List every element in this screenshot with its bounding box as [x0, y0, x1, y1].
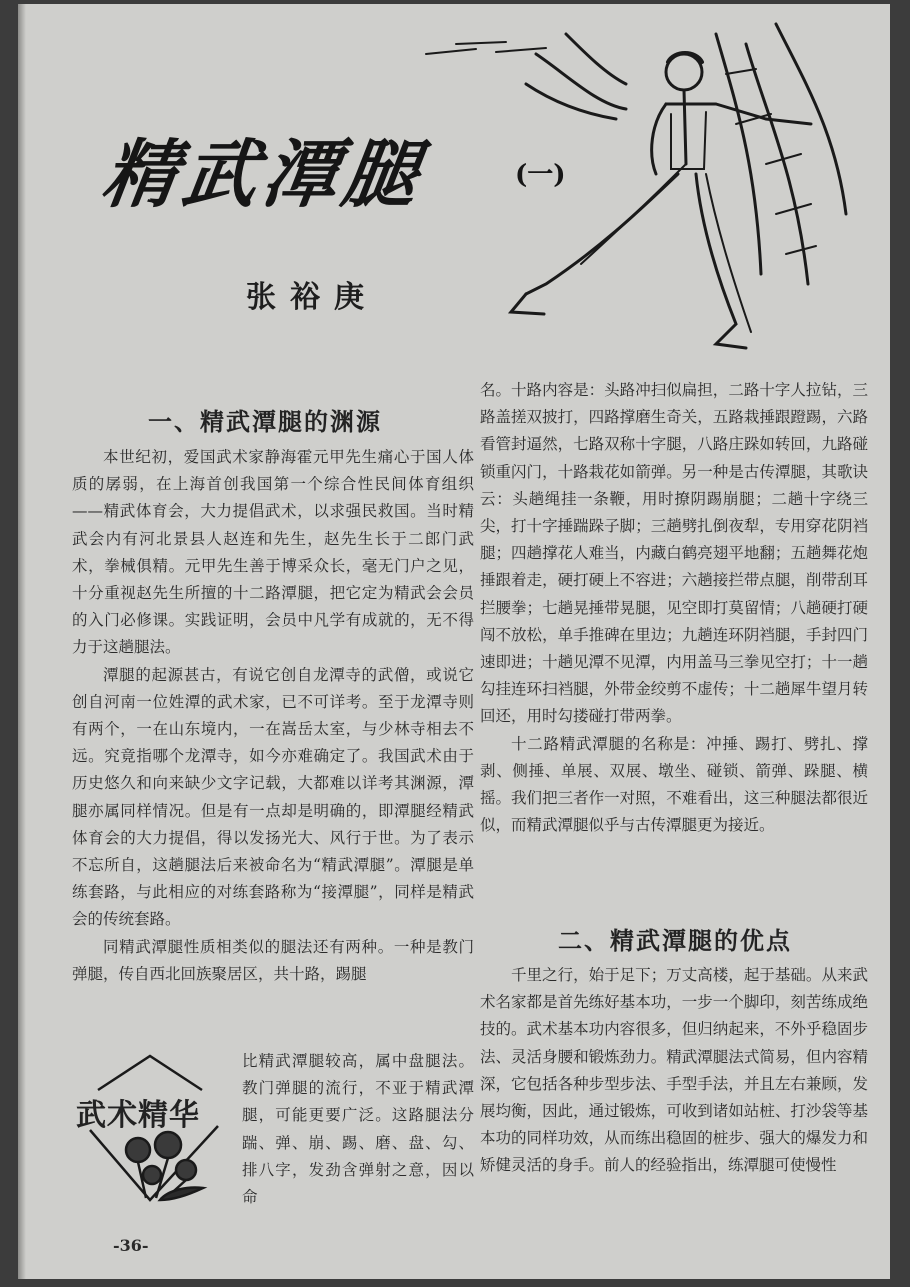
section-heading-origin: 一、精武潭腿的渊源 — [148, 407, 382, 436]
paragraph: 十二路精武潭腿的名称是：冲捶、踢打、劈扎、撑剥、侧捶、单展、双展、墩坐、碰锁、箭弹、跺腿、横摇。我们把三者作一对照，不难看出，这三种腿法都很近似，而精武潭腿似乎与古传潭腿更为接近。 — [480, 734, 868, 835]
left-column-lower-text — [242, 1048, 474, 1211]
page-binding-shadow — [18, 4, 26, 1279]
article-title: 精武潭腿 — [97, 132, 430, 218]
article-part-number: (一) — [515, 160, 566, 190]
section-heading-advantages: 二、精武潭腿的优点 — [558, 926, 792, 955]
paragraph: 比精武潭腿较高，属中盘腿法。教门弹腿的流行，不亚于精武潭腿，可能更要广泛。这路腿法分踹、弹、崩、踢、磨、盘、勾、排八字，发劲含弹射之意，因以命 — [242, 1052, 474, 1207]
right-column-lower-text — [480, 962, 868, 1180]
paragraph: 名。十路内容是：头路冲扫似扁担，二路十字人拉钻，三路盖搓双披打，四路撑磨生奇关，五路栽捶跟蹬踢，六路看管封逼然，七路双称十字腿，八路庄跺如转回，九路碰锁重闪门，十路栽花如箭弹。另一种是古传潭腿，其歌诀云：头趟绳挂一条鞭，用时撩阴踢崩腿；二趟十字绕三尖，打十字捶踹跺子脚；三趟劈扎倒夜犁，专用穿花阴裆腿；四趟撑花人难当，内藏白鹤亮翅平地翻；五趟舞花炮捶跟着走，硬打硬上不容进；六趟接拦带点腿，削带刮耳拦腰拳；七趟晃捶带晃腿，见空即打莫留情；八趟硬打硬闯不放松，单手推碑在里边；九趟连环阴裆腿，手封四门速即进；十趟见潭不见潭，内用盖马三拳见空打；十一趟勾挂连环扫裆腿，外带金绞剪不虚传；十二趟犀牛望月转回还，用时勾搂碰打带两拳。 — [480, 381, 868, 726]
paragraph: 千里之行，始于足下；万丈高楼，起于基础。从来武术名家都是首先练好基本功，一步一个脚印，刻苦练成绝技的。武术基本功内容很多，但归纳起来，不外乎稳固步法、灵活身腰和锻炼劲力。精武潭腿法式简易，但内容精深，它包括各种步型步法、手型手法，并且左右兼顾，发展均衡，因此，通过锻炼，可收到诸如站桩、打沙袋等基本功的同样功效，从而练出稳固的桩步、强大的爆发力和矫健灵活的身手。前人的经验指出，练潭腿可使慢性 — [480, 966, 868, 1175]
emblem-label: 武术精华 — [76, 1098, 200, 1133]
left-column-text — [72, 444, 474, 988]
paragraph: 本世纪初，爱国武术家静海霍元甲先生痛心于国人体质的孱弱，在上海首创我国第一个综合性民间体育组织——精武体育会，大力提倡武术，以求强民救国。当时精武会内有河北景县人赵连和先生，赵先生长于二郎门武术，拳械俱精。元甲先生善于博采众长，毫无门户之见，十分重视赵先生所擅的十二路潭腿，把它定为精武会会员的入门必修课。实践证明，会员中凡学有成就的，无不得力于这趟腿法。 — [72, 448, 474, 657]
right-column-text — [480, 377, 868, 839]
martial-artist-illustration — [416, 14, 856, 364]
article-author: 张裕庚 — [246, 280, 378, 315]
magazine-page — [18, 4, 890, 1279]
paragraph: 潭腿的起源甚古，有说它创自龙潭寺的武僧，或说它创自河南一位姓潭的武术家，已不可详考。至于龙潭寺则有两个，一在山东境内，一在嵩岳太室，与少林寺相去不远。究竟指哪个龙潭寺，如今亦难确定了。我国武术由于历史悠久和向来缺少文字记载，大都难以详考其渊源，潭腿亦属同样情况。但是有一点却是明确的，即潭腿经精武体育会的大力提倡，得以发扬光大、风行于世。为了表示不忘所自，这趟腿法后来被命名为“精武潭腿”。潭腿是单练套路，与此相应的对练套路称为“接潭腿”，同样是精武会的传统套路。 — [72, 665, 474, 929]
paragraph: 同精武潭腿性质相类似的腿法还有两种。一种是教门弹腿，传自西北回族聚居区，共十路，踢腿 — [72, 937, 474, 983]
page-number: -36- — [113, 1236, 149, 1255]
